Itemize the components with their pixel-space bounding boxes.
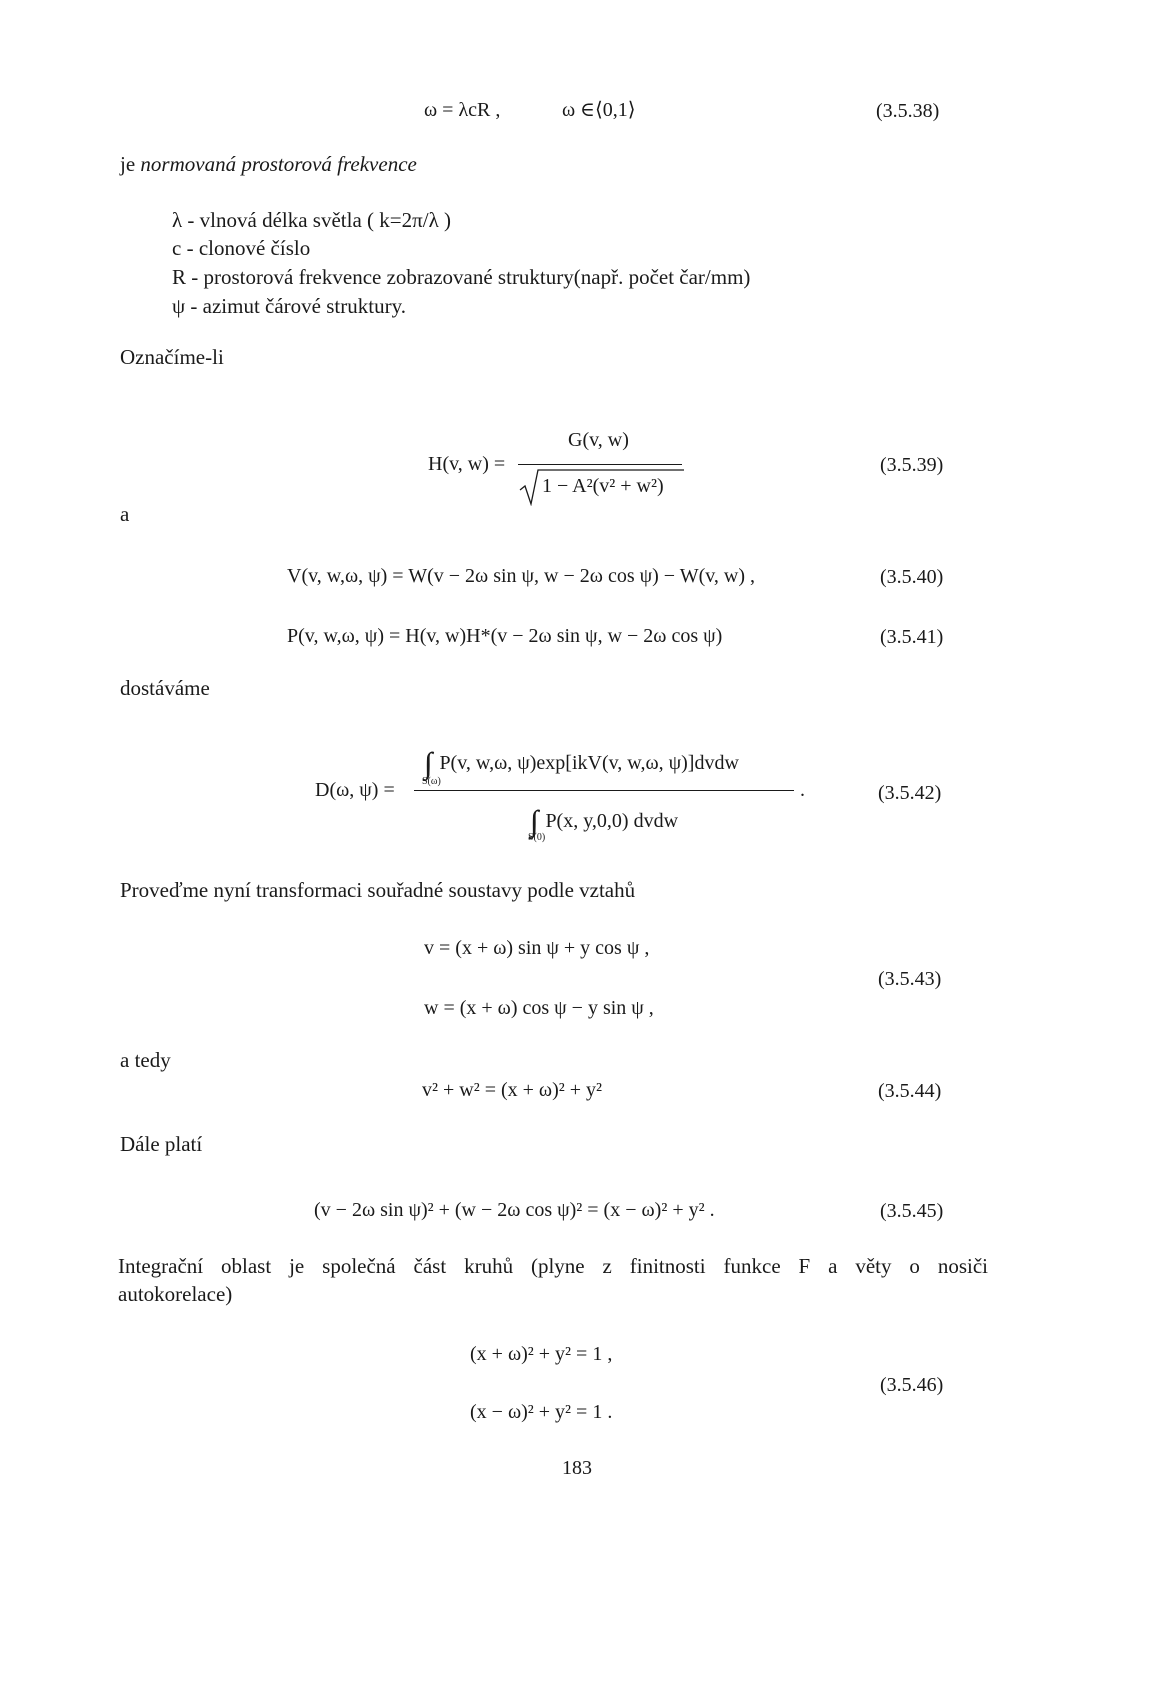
equation-3-5-46-line1: (x + ω)² + y² = 1 , xyxy=(470,1343,613,1365)
definition-lambda: λ - vlnová délka světla ( k=2π/λ ) xyxy=(172,208,451,232)
equation-3-5-44: v² + w² = (x + ω)² + y² xyxy=(422,1079,603,1101)
page-number: 183 xyxy=(562,1457,592,1479)
definition-c: c - clonové číslo xyxy=(172,236,311,260)
equation-3-5-42-period: . xyxy=(800,779,805,801)
equation-number-3-5-45: (3.5.45) xyxy=(880,1200,944,1222)
equation-3-5-42-den-domain: S(0) xyxy=(528,832,546,843)
equation-number-3-5-40: (3.5.40) xyxy=(880,566,944,588)
equation-3-5-39-denominator: 1 − A²(v² + w²) xyxy=(542,475,664,497)
equation-3-5-39-numerator: G(v, w) xyxy=(568,429,629,451)
paragraph-integracni-line1: Integrační oblast je společná část kruhů (plyne z finitnosti funkce F a věty o nosiči xyxy=(118,1254,988,1278)
equation-number-3-5-43: (3.5.43) xyxy=(878,968,942,990)
equation-3-5-38-lhs: ω = λcR , xyxy=(424,99,501,121)
word-a: a xyxy=(120,502,130,526)
word-dale-plati: Dále platí xyxy=(120,1132,203,1156)
equation-number-3-5-46: (3.5.46) xyxy=(880,1374,944,1396)
word-dostavame: dostáváme xyxy=(120,676,210,700)
paragraph-provedme: Proveďme nyní transformaci souřadné soustavy podle vztahů xyxy=(120,878,636,902)
intro-prefix: je xyxy=(120,152,136,176)
equation-3-5-42-numerator-wrap xyxy=(424,742,739,778)
equation-3-5-38-domain: ω ∈⟨0,1⟩ xyxy=(562,99,636,121)
equation-3-5-45: (v − 2ω sin ψ)² + (w − 2ω cos ψ)² = (x − ω)² + y² . xyxy=(314,1199,715,1221)
equation-3-5-39-lhs: H(v, w) = xyxy=(428,453,506,475)
equation-3-5-43-line2: w = (x + ω) cos ψ − y sin ψ , xyxy=(424,997,654,1019)
equation-3-5-43-line1: v = (x + ω) sin ψ + y cos ψ , xyxy=(424,937,650,959)
definition-r: R - prostorová frekvence zobrazované struktury(např. počet čar/mm) xyxy=(172,265,751,289)
definition-psi: ψ - azimut čárové struktury. xyxy=(172,294,406,318)
intro-term: normovaná prostorová frekvence xyxy=(140,152,417,176)
equation-number-3-5-42: (3.5.42) xyxy=(878,782,942,804)
equation-3-5-40: V(v, w,ω, ψ) = W(v − 2ω sin ψ, w − 2ω cos ψ) − W(v, w) , xyxy=(287,565,756,587)
equation-3-5-42-num-domain: S(ω) xyxy=(422,776,441,787)
equation-3-5-41: P(v, w,ω, ψ) = H(v, w)H*(v − 2ω sin ψ, w − 2ω cos ψ) xyxy=(287,625,723,647)
equation-3-5-46-line2: (x − ω)² + y² = 1 . xyxy=(470,1401,613,1423)
equation-3-5-42-denominator-wrap xyxy=(530,800,678,836)
equation-number-3-5-41: (3.5.41) xyxy=(880,626,944,648)
equation-3-5-42-denominator: P(x, y,0,0) dvdw xyxy=(545,810,679,832)
equation-number-3-5-38: (3.5.38) xyxy=(876,100,940,122)
equation-3-5-39-fraction-bar xyxy=(518,464,682,465)
intro-sentence xyxy=(120,152,417,177)
paragraph-integracni-line2: autokorelace) xyxy=(118,1282,233,1306)
paragraph-oznacime: Označíme-li xyxy=(120,345,224,369)
equation-3-5-42-fraction-bar xyxy=(414,790,794,791)
word-a-tedy: a tedy xyxy=(120,1048,171,1072)
equation-3-5-42-lhs: D(ω, ψ) = xyxy=(315,779,395,801)
equation-3-5-42-numerator: P(v, w,ω, ψ)exp[ikV(v, w,ω, ψ)]dvdw xyxy=(439,752,739,774)
equation-number-3-5-44: (3.5.44) xyxy=(878,1080,942,1102)
equation-number-3-5-39: (3.5.39) xyxy=(880,454,944,476)
